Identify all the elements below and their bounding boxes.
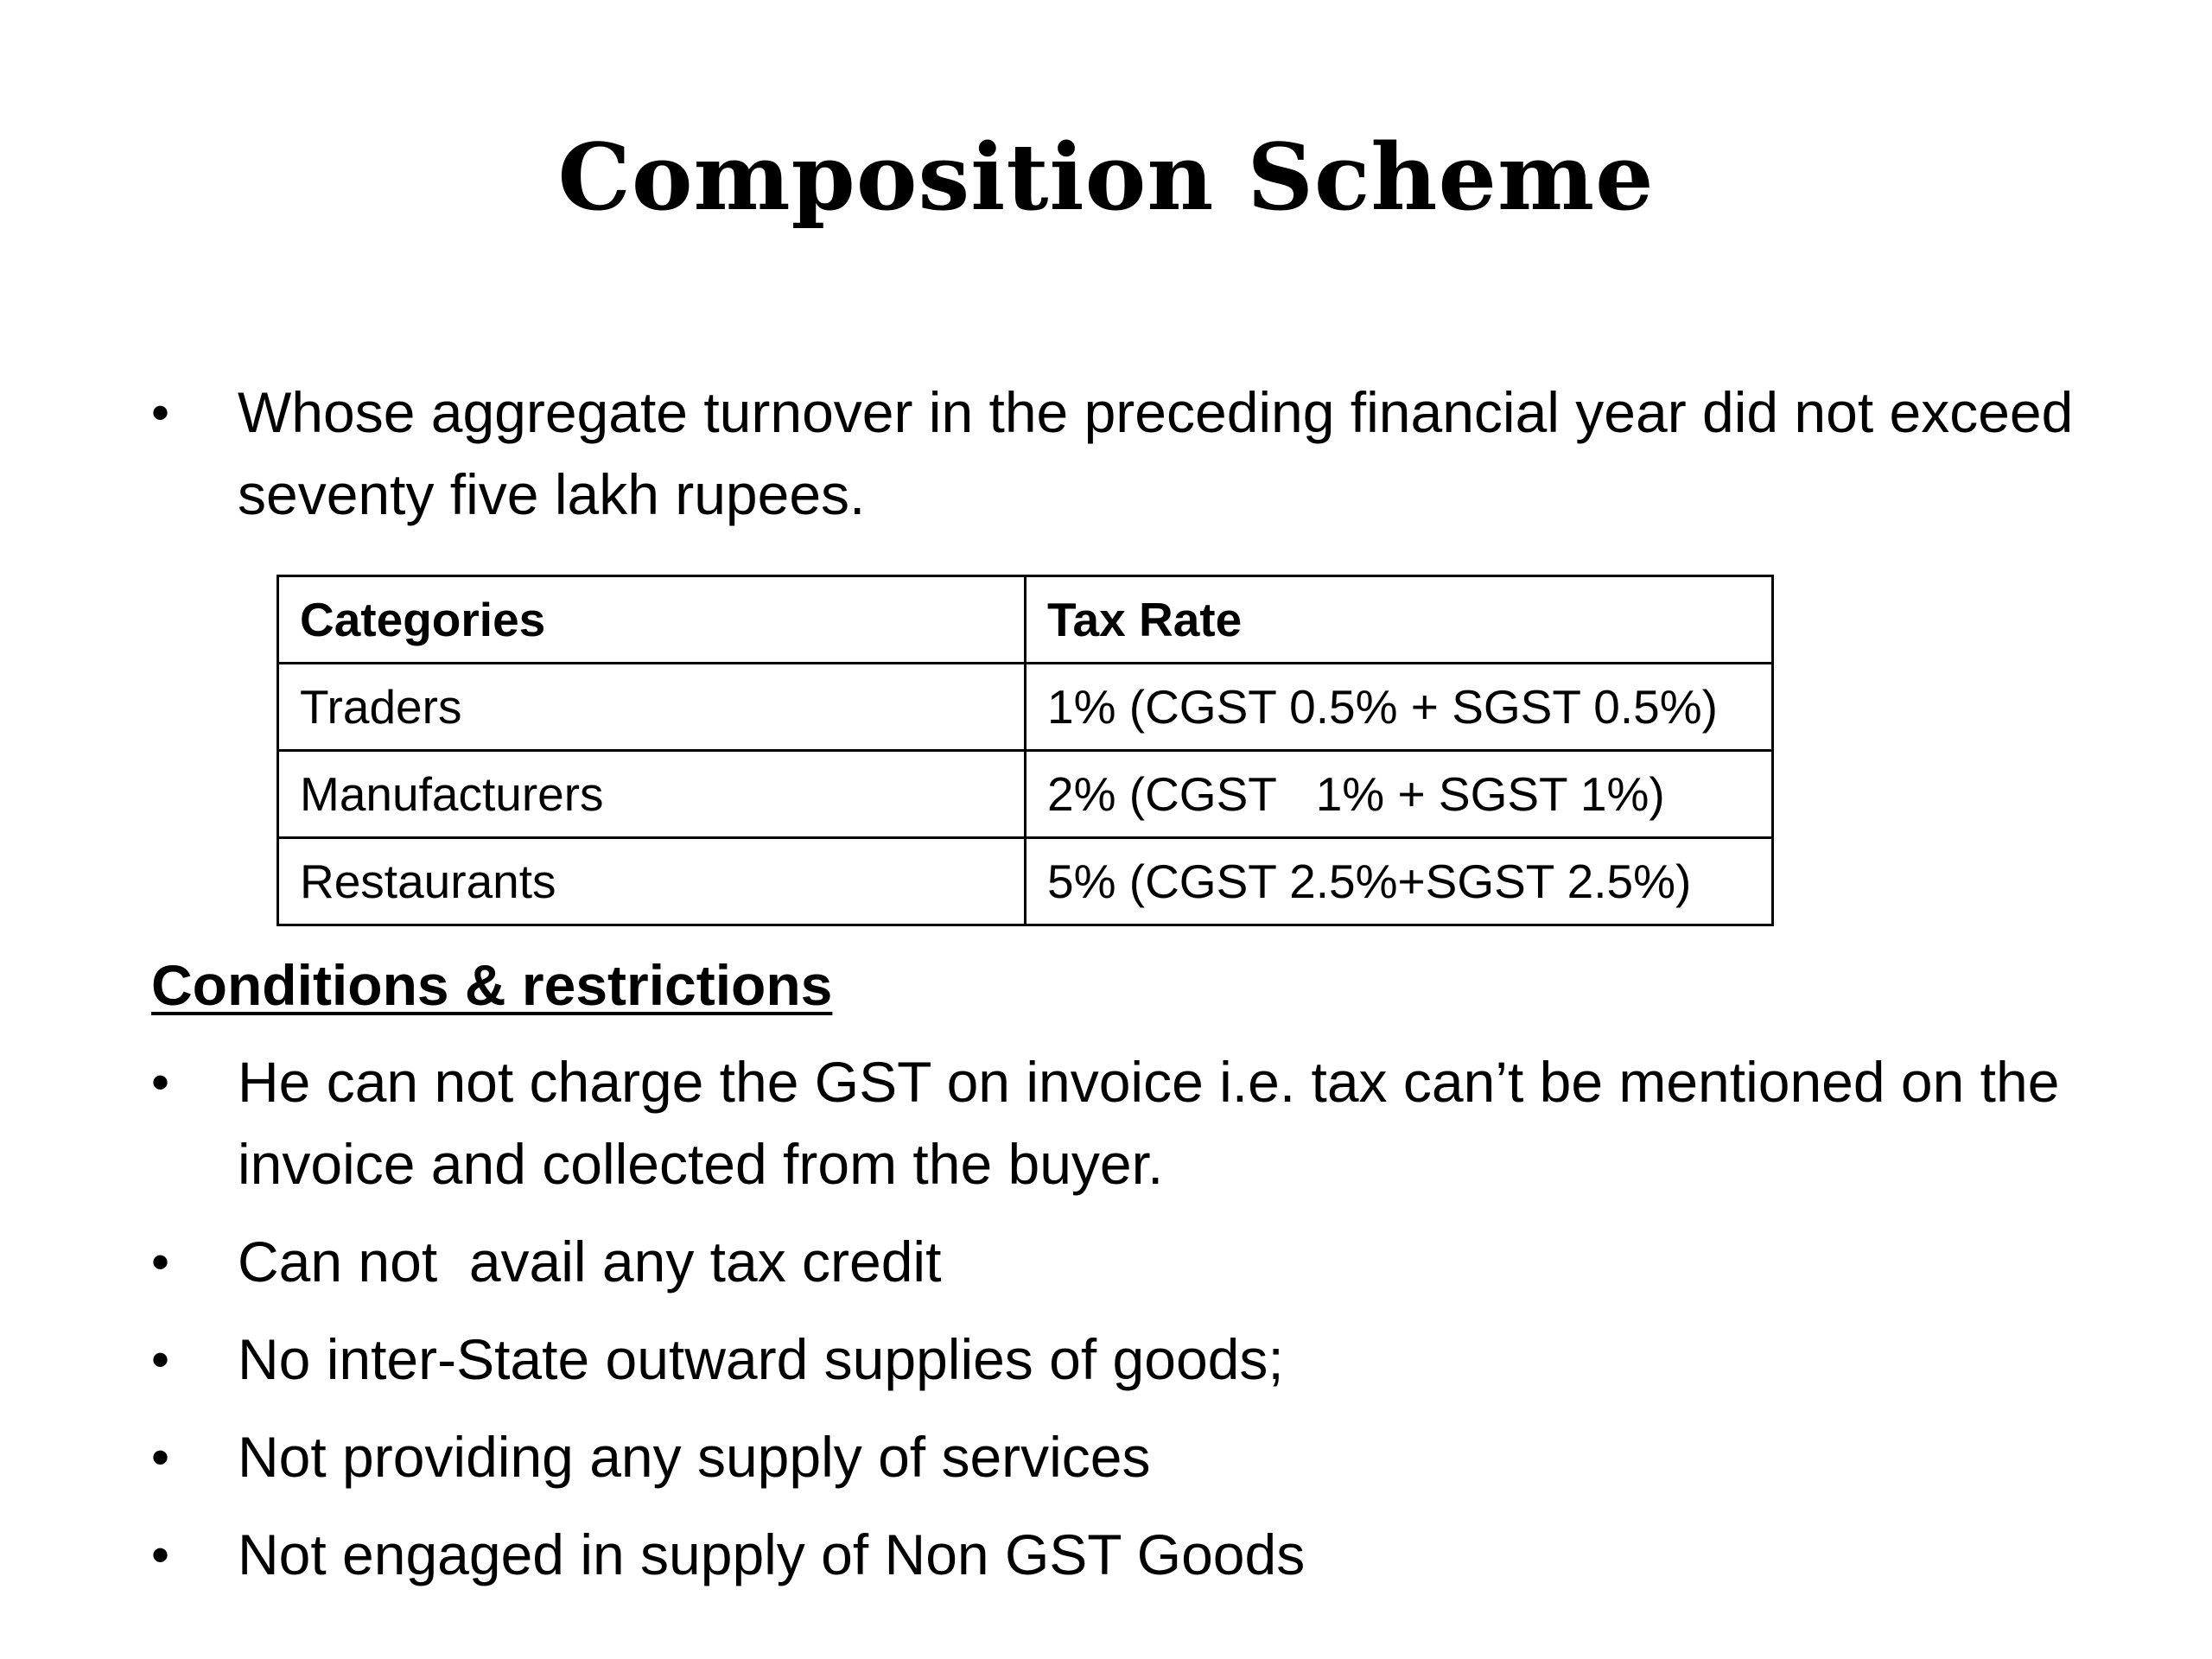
list-item — [151, 1221, 2139, 1303]
bullet-icon: • — [151, 1428, 170, 1486]
condition-text: No inter-State outward supplies of goods; — [238, 1327, 1284, 1391]
tax-rate-cell: 5% (CGST 2.5%+SGST 2.5%) — [1026, 838, 1773, 925]
condition-text: Can not avail any tax credit — [238, 1230, 942, 1294]
bullet-icon: • — [151, 1053, 170, 1111]
table-row — [278, 751, 1773, 838]
condition-text: He can not charge the GST on invoice i.e. tax can’t be mentioned on the invoice and collected from the buyer. — [238, 1050, 2060, 1196]
intro-bullet-item — [151, 372, 2139, 536]
tax-rate-cell: 2% (CGST 1% + SGST 1%) — [1026, 751, 1773, 838]
bullet-icon: • — [151, 1331, 170, 1389]
list-item — [151, 1319, 2139, 1401]
tax-rate-table-container — [276, 575, 1774, 926]
intro-bullet-list — [151, 372, 2139, 536]
condition-text: Not providing any supply of services — [238, 1425, 1151, 1489]
conditions-heading: Conditions & restrictions — [151, 953, 833, 1017]
list-item — [151, 1041, 2139, 1205]
category-cell: Restaurants — [278, 838, 1026, 925]
list-item — [151, 1514, 2139, 1596]
category-cell: Manufacturers — [278, 751, 1026, 838]
tax-rate-cell: 1% (CGST 0.5% + SGST 0.5%) — [1026, 664, 1773, 751]
bullet-icon: • — [151, 384, 170, 442]
conditions-bullet-list — [151, 1041, 2139, 1611]
tax-rate-table — [276, 575, 1774, 926]
list-item — [151, 1416, 2139, 1498]
table-row — [278, 664, 1773, 751]
slide-title: Composition Scheme — [557, 123, 1655, 231]
category-cell: Traders — [278, 664, 1026, 751]
header-tax-rate: Tax Rate — [1026, 576, 1773, 664]
header-categories: Categories — [278, 576, 1026, 664]
table-header-row — [278, 576, 1773, 664]
intro-bullet-text: Whose aggregate turnover in the preceding financial year did not exceed seventy five lakh rupees. — [238, 380, 2074, 526]
table-row — [278, 838, 1773, 925]
bullet-icon: • — [151, 1233, 170, 1291]
condition-text: Not engaged in supply of Non GST Goods — [238, 1522, 1306, 1586]
bullet-icon: • — [151, 1526, 170, 1584]
